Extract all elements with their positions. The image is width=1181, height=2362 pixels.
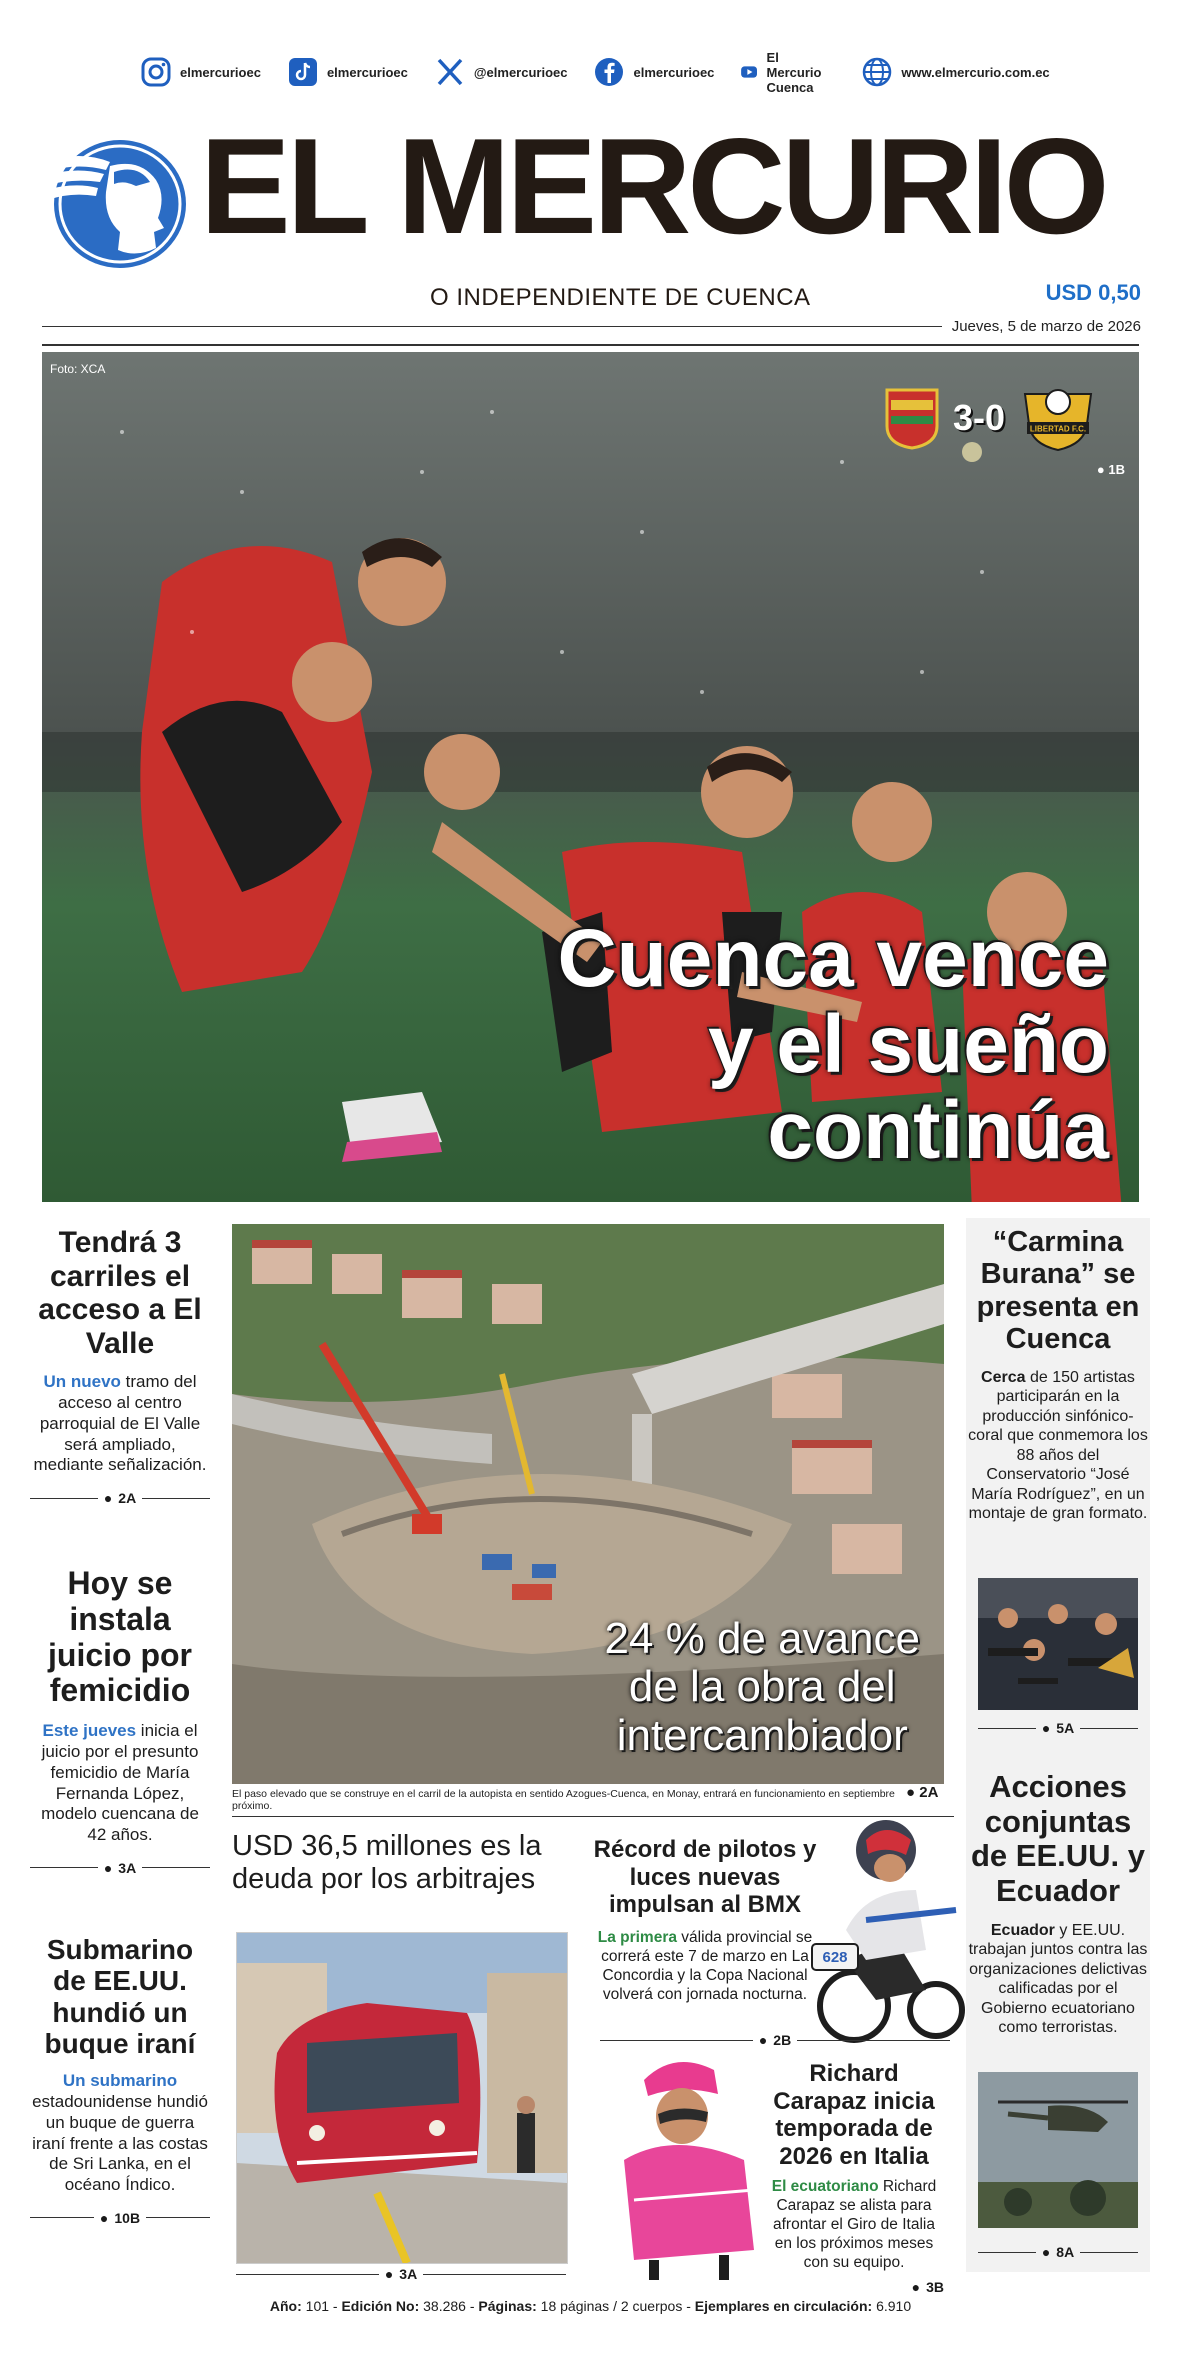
page-ref-code: 5A — [1056, 1720, 1075, 1736]
page-ref-code: 2A — [118, 1490, 137, 1507]
page-ref: ● 2A — [30, 1490, 210, 1506]
story-text: inicia el juicio por el presunto femicidio de María Fernanda López, modelo cuencana de 42 años. — [41, 1721, 199, 1844]
orchestra-image — [978, 1578, 1138, 1710]
match-score — [885, 384, 1097, 452]
page-ref-code: 3A — [399, 2266, 418, 2282]
libertad-fc-crest-icon — [1019, 384, 1097, 452]
helicopter-photo[interactable] — [978, 2072, 1138, 2228]
story-headline: Acciones conjuntas de EE.UU. y Ecuador — [971, 1769, 1145, 1909]
hero-ref: ● 1B — [1096, 462, 1125, 477]
instagram-icon — [140, 56, 172, 88]
construction-headline-line: intercambiador — [616, 1710, 908, 1760]
story-submarino[interactable] — [30, 1934, 210, 2226]
social-handle: elmercurioec — [326, 64, 408, 80]
story-headline: Richard Carapaz inicia temporada de 2026 en Italia — [773, 2060, 935, 2170]
social-web[interactable] — [861, 56, 1049, 88]
social-youtube[interactable] — [740, 50, 835, 95]
facebook-icon — [593, 56, 625, 88]
story-text: y EE.UU. trabajan juntos contra las organizaciones delictivas calificadas por el Gobierno ecuatoriano como terroristas. — [968, 1921, 1148, 2037]
bmx-rider-image — [806, 1810, 966, 2050]
story-headline: Tendrá 3 carriles el acceso a El Valle — [38, 1226, 202, 1360]
social-tiktok[interactable] — [287, 56, 408, 88]
x-icon — [434, 56, 466, 88]
edition-footer: Año: 101 - Edición No: 38.286 - Páginas: 18 páginas / 2 cuerpos - Ejemplares en circulación: 6.910 — [269, 2298, 912, 2314]
footer-edition: 38.286 — [423, 2298, 466, 2314]
masthead-title: EL MERCURIO — [200, 110, 1106, 262]
story-acciones[interactable] — [966, 1770, 1150, 2038]
story-headline: Submarino de EE.UU. hundió un buque iraní — [44, 1934, 196, 2060]
story-body — [30, 2071, 210, 2195]
page-ref-code: 2A — [919, 1784, 939, 1801]
construction-headline-line: 24 % de avance — [604, 1613, 920, 1663]
story-body — [966, 1368, 1150, 1524]
story-headline: Récord de pilotos y luces nuevas impulsan al BMX — [593, 1836, 817, 1919]
page-ref: ● 10B — [30, 2210, 210, 2226]
tram-photo-image — [237, 1933, 567, 2263]
web-icon — [861, 56, 893, 88]
page-ref: ● 2B — [600, 2032, 950, 2048]
footer-pages: 18 páginas / 2 cuerpos — [540, 2298, 683, 2314]
footer-circulation: 6.910 — [876, 2298, 912, 2314]
issue-date: Jueves, 5 de marzo de 2026 — [951, 318, 1141, 335]
construction-headline — [604, 1615, 920, 1760]
footer-label: Páginas: — [478, 2298, 537, 2314]
construction-photo[interactable] — [232, 1224, 944, 1784]
page-ref-code: 8A — [1056, 2244, 1075, 2260]
tram-photo[interactable] — [236, 1932, 568, 2264]
hero-headline-line: y el sueño — [707, 998, 1109, 1090]
social-handle: www.elmercurio.com.ec — [901, 64, 1050, 80]
social-bar — [140, 49, 1050, 95]
hero-ref-code: 1B — [1108, 462, 1125, 477]
page-ref-code: 3B — [926, 2278, 944, 2295]
story-femicidio[interactable] — [30, 1566, 210, 1876]
story-carapaz[interactable] — [764, 2060, 944, 2295]
page-ref: ● 2A — [906, 1784, 939, 1801]
mercury-logo — [40, 132, 190, 272]
story-body — [590, 1929, 820, 2005]
page-ref-code: 3A — [118, 1859, 137, 1876]
page-ref: ● 8A — [978, 2244, 1138, 2260]
story-text: Richard Carapaz se alista para afrontar el Giro de Italia en los próximos meses con su equipo. — [773, 2178, 937, 2271]
cyclist-image — [614, 2050, 764, 2280]
score-value: 3-0 — [952, 397, 1005, 438]
social-facebook[interactable] — [593, 56, 714, 88]
footer-label: Año: — [269, 2298, 302, 2314]
story-text: tramo del acceso al centro parroquial de El Valle será ampliado, mediante señalización. — [33, 1372, 207, 1475]
page-ref: ● 3B — [911, 2278, 944, 2295]
story-headline: Hoy se instala juicio por femicidio — [48, 1565, 192, 1709]
story-body — [764, 2178, 944, 2273]
page-ref: ● 3A — [236, 2266, 566, 2282]
story-headline: USD 36,5 millones es la deuda por los arbitrajes — [232, 1830, 542, 1896]
helicopter-image — [978, 2072, 1138, 2228]
page-ref: ● 3A — [30, 1860, 210, 1876]
story-lead: Ecuador — [990, 1921, 1055, 1939]
social-handle: El Mercurio Cuenca — [766, 49, 822, 95]
price-label: USD 0,50 — [1045, 280, 1141, 305]
story-lead: Un nuevo — [43, 1372, 121, 1392]
story-text: de 150 artistas participarán en la producción sinfónico-coral que conmemora los 88 años del Conservatorio “José María Rodríguez”, en un montaje de gran formato. — [968, 1368, 1148, 1523]
story-lead: Cerca — [981, 1368, 1026, 1386]
construction-headline-line: de la obra del — [628, 1662, 896, 1712]
hero-headline-line: Cuenca vence — [557, 912, 1109, 1004]
story-headline: “Carmina Burana” se presenta en Cuenca — [976, 1226, 1140, 1356]
photo-credit: Foto: XCA — [50, 362, 106, 376]
footer-year: 101 — [305, 2298, 330, 2314]
social-handle: @elmercurioec — [473, 64, 568, 80]
social-instagram[interactable] — [140, 56, 261, 88]
story-body — [30, 1372, 210, 1476]
carapaz-photo[interactable] — [614, 2050, 764, 2280]
social-handle: elmercurioec — [633, 64, 715, 80]
youtube-icon — [740, 56, 758, 88]
social-x[interactable] — [434, 56, 568, 88]
page-ref: ● 5A — [978, 1720, 1138, 1736]
story-bmx[interactable] — [590, 1836, 820, 2004]
bmx-photo[interactable] — [806, 1810, 966, 2050]
story-lead: El ecuatoriano — [771, 2178, 879, 2196]
divider — [42, 344, 1139, 346]
hero-headline-line: continúa — [767, 1084, 1109, 1176]
story-body — [30, 1721, 210, 1845]
libertad-badge-label: LIBERTAD F.C. — [1029, 424, 1087, 434]
hero-headline[interactable] — [557, 912, 1110, 1176]
story-lead: Este jueves — [42, 1721, 137, 1741]
story-arbitrajes[interactable] — [232, 1830, 572, 1897]
story-carmina[interactable] — [966, 1226, 1150, 1524]
story-lead: Un submarino — [62, 2071, 178, 2091]
story-body — [966, 1921, 1150, 2038]
divider — [42, 326, 942, 327]
page-ref-code: 2B — [773, 2032, 792, 2048]
social-handle: elmercurioec — [180, 64, 261, 80]
story-text: estadounidense hundió un buque de guerra iraní frente a las costas de Sri Lanka, en el océano Índico. — [32, 2092, 208, 2195]
footer-label: Edición No: — [341, 2298, 420, 2314]
photo-caption: El paso elevado que se construye en el carril de la autopista en sentido Azogues-Cuenca, en Monay, entrará en funcionamiento en septiembre próximo. — [232, 1788, 895, 1812]
tiktok-icon — [287, 56, 319, 88]
bmx-plate-number: 628 — [822, 1949, 848, 1966]
orchestra-photo[interactable] — [978, 1578, 1138, 1710]
deportivo-cuenca-crest-icon — [885, 386, 939, 450]
masthead-tagline: O INDEPENDIENTE DE CUENCA — [430, 284, 811, 311]
page-ref-code: 10B — [114, 2209, 141, 2226]
story-text: válida provincial se correrá este 7 de marzo en La Concordia y la Copa Nacional volverá con jornada nocturna. — [601, 1928, 813, 2003]
story-lead: La primera — [597, 1928, 677, 1946]
footer-label: Ejemplares en circulación: — [694, 2298, 873, 2314]
hero-photo[interactable] — [42, 352, 1139, 1202]
story-el-valle[interactable] — [30, 1226, 210, 1506]
